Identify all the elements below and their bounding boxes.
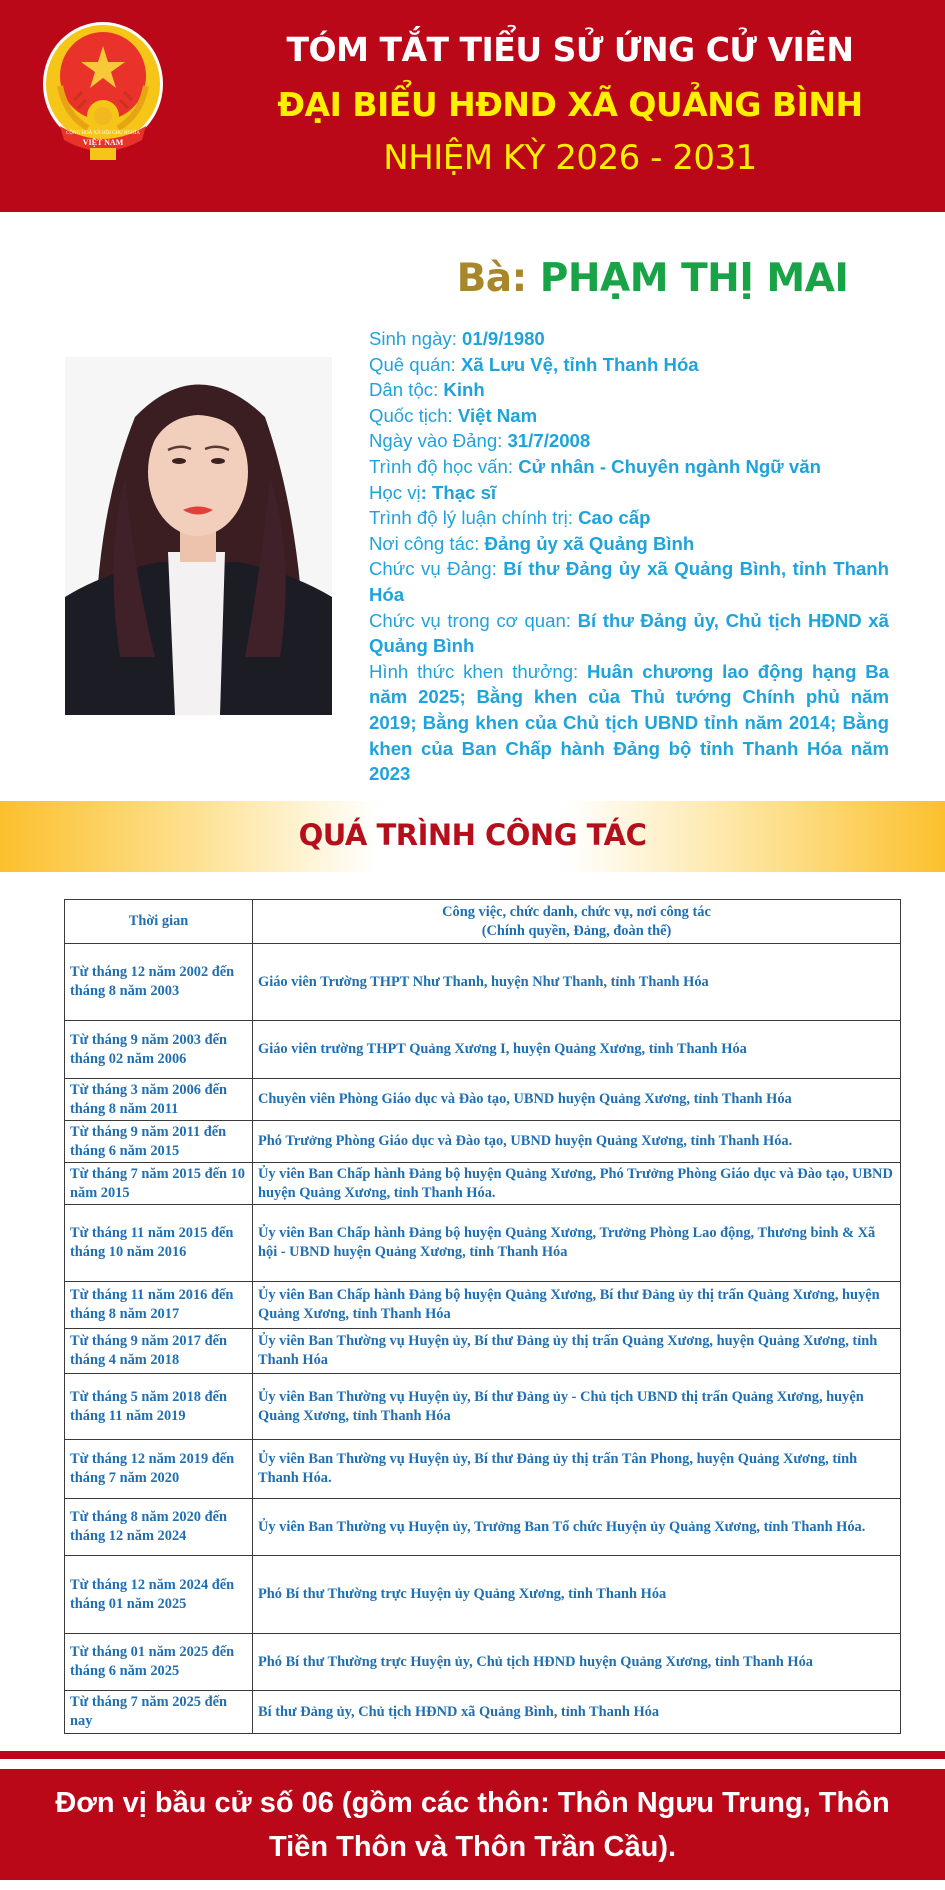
table-row: Từ tháng 7 năm 2025 đến nay Bí thư Đảng ủy, Chủ tịch HĐND xã Quảng Bình, tỉnh Thanh Hóa xyxy=(65,1691,901,1734)
footer-divider xyxy=(0,1751,945,1759)
table-row: Từ tháng 9 năm 2011 đến tháng 6 năm 2015 Phó Trưởng Phòng Giáo dục và Đào tạo, UBND huyện Quảng Xương, tỉnh Thanh Hóa. xyxy=(65,1121,901,1163)
document-subtitle: ĐẠI BIỂU HĐND XÃ QUẢNG BÌNH xyxy=(277,85,863,124)
bio-party-join-date: Ngày vào Đảng: 31/7/2008 xyxy=(369,430,591,452)
career-section-title: QUÁ TRÌNH CÔNG TÁC xyxy=(298,818,647,852)
career-table xyxy=(64,899,901,1734)
table-row: Từ tháng 7 năm 2015 đến 10 năm 2015 Ủy viên Ban Chấp hành Đảng bộ huyện Quảng Xương, Phó Trưởng Phòng Giáo dục và Đào tạo, UBND huyện Quảng Xương, tỉnh Thanh Hóa. xyxy=(65,1163,901,1205)
table-row: Từ tháng 12 năm 2002 đến tháng 8 năm 2003 Giáo viên Trường THPT Như Thanh, huyện Như Thanh, tỉnh Thanh Hóa xyxy=(65,944,901,1021)
candidate-fullname: PHẠM THỊ MAI xyxy=(539,256,849,301)
svg-text:CỘNG HOÀ XÃ HỘI CHỦ NGHĨA: CỘNG HOÀ XÃ HỘI CHỦ NGHĨA xyxy=(65,131,141,136)
candidate-bio xyxy=(369,326,889,787)
bio-birth-date: Sinh ngày: 01/9/1980 xyxy=(369,328,545,349)
bio-ethnicity: Dân tộc: Kinh xyxy=(369,379,485,401)
bio-nationality: Quốc tịch: Việt Nam xyxy=(369,404,538,426)
candidate-honorific: Bà: xyxy=(456,256,527,301)
national-emblem-icon xyxy=(38,16,168,166)
table-row: Từ tháng 01 năm 2025 đến tháng 6 năm 2025 Phó Bí thư Thường trực Huyện ủy, Chủ tịch HĐND huyện Quảng Xương, tỉnh Thanh Hóa xyxy=(65,1634,901,1691)
electoral-unit-text: Đơn vị bầu cử số 06 (gồm các thôn: Thôn Ngưu Trung, Thôn Tiền Thôn và Thôn Trần Cầu). xyxy=(55,1786,890,1863)
table-row: Từ tháng 11 năm 2015 đến tháng 10 năm 2016 Ủy viên Ban Chấp hành Đảng bộ huyện Quảng Xương, Trưởng Phòng Lao động, Thương binh & Xã hội - UBND huyện Quảng Xương, tỉnh Thanh Hóa xyxy=(65,1205,901,1282)
bio-hometown: Quê quán: Xã Lưu Vệ, tỉnh Thanh Hóa xyxy=(369,353,699,375)
bio-party-position: Chức vụ Đảng: Bí thư Đảng ủy xã Quảng Bình, tỉnh Thanh Hóa xyxy=(369,558,890,605)
table-row: Từ tháng 12 năm 2024 đến tháng 01 năm 2025 Phó Bí thư Thường trực Huyện ủy Quảng Xương, tỉnh Thanh Hóa xyxy=(65,1556,901,1634)
table-row: Từ tháng 5 năm 2018 đến tháng 11 năm 2019 Ủy viên Ban Thường vụ Huyện ủy, Bí thư Đảng ủy - Chủ tịch UBND thị trấn Quảng Xương, huyện Quảng Xương, tỉnh Thanh Hóa xyxy=(65,1374,901,1440)
table-header-row xyxy=(65,900,901,944)
term-label: NHIỆM KỲ 2026 - 2031 xyxy=(383,138,757,178)
electoral-unit-footer xyxy=(0,1769,945,1880)
portrait-icon xyxy=(65,357,332,715)
document-title: TÓM TẮT TIỂU SỬ ỨNG CỬ VIÊN xyxy=(286,30,854,69)
table-row: Từ tháng 11 năm 2016 đến tháng 8 năm 2017 Ủy viên Ban Chấp hành Đảng bộ huyện Quảng Xương, Bí thư Đảng ủy thị trấn Quảng Xương, huyện Quảng Xương, tỉnh Thanh Hóa xyxy=(65,1282,901,1329)
bio-political-theory: Trình độ lý luận chính trị: Cao cấp xyxy=(369,507,651,529)
bio-agency-position: Chức vụ trong cơ quan: Bí thư Đảng ủy, Chủ tịch HĐND xã Quảng Bình xyxy=(369,609,889,657)
bio-degree: Học vị: Thạc sĩ xyxy=(369,481,497,503)
header-banner xyxy=(0,0,945,212)
bio-workplace: Nơi công tác: Đảng ủy xã Quảng Bình xyxy=(369,532,695,554)
bio-education: Trình độ học vấn: Cử nhân - Chuyên ngành Ngữ văn xyxy=(369,455,821,477)
column-header-period: Thời gian xyxy=(65,900,253,944)
table-row: Từ tháng 3 năm 2006 đến tháng 8 năm 2011 Chuyên viên Phòng Giáo dục và Đào tạo, UBND huyện Quảng Xương, tỉnh Thanh Hóa xyxy=(65,1079,901,1121)
column-header-description: Công việc, chức danh, chức vụ, nơi công tác (Chính quyền, Đảng, đoàn thể) xyxy=(253,900,901,944)
table-row: Từ tháng 9 năm 2017 đến tháng 4 năm 2018 Ủy viên Ban Thường vụ Huyện ủy, Bí thư Đảng ủy thị trấn Quảng Xương, huyện Quảng Xương, tỉnh Thanh Hóa xyxy=(65,1329,901,1374)
bio-awards: Hình thức khen thưởng: Huân chương lao động hạng Ba năm 2025; Bằng khen của Thủ tướng Chính phủ năm 2019; Bằng khen của Chủ tịch UBND tỉnh năm 2014; Bằng khen của Ban Chấp hành Đảng bộ tỉnh Thanh Hóa năm 2023 xyxy=(369,660,889,785)
table-row: Từ tháng 12 năm 2019 đến tháng 7 năm 2020 Ủy viên Ban Thường vụ Huyện ủy, Bí thư Đảng ủy thị trấn Tân Phong, huyện Quảng Xương, tỉnh Thanh Hóa. xyxy=(65,1440,901,1499)
table-row: Từ tháng 9 năm 2003 đến tháng 02 năm 2006 Giáo viên trường THPT Quảng Xương I, huyện Quảng Xương, tỉnh Thanh Hóa xyxy=(65,1021,901,1079)
table-row: Từ tháng 8 năm 2020 đến tháng 12 năm 2024 Ủy viên Ban Thường vụ Huyện ủy, Trưởng Ban Tổ chức Huyện ủy Quảng Xương, tỉnh Thanh Hóa. xyxy=(65,1499,901,1556)
candidate-name xyxy=(360,256,945,301)
candidate-photo xyxy=(65,357,332,715)
svg-text:VIỆT NAM: VIỆT NAM xyxy=(82,138,124,147)
career-section-banner xyxy=(0,801,945,872)
